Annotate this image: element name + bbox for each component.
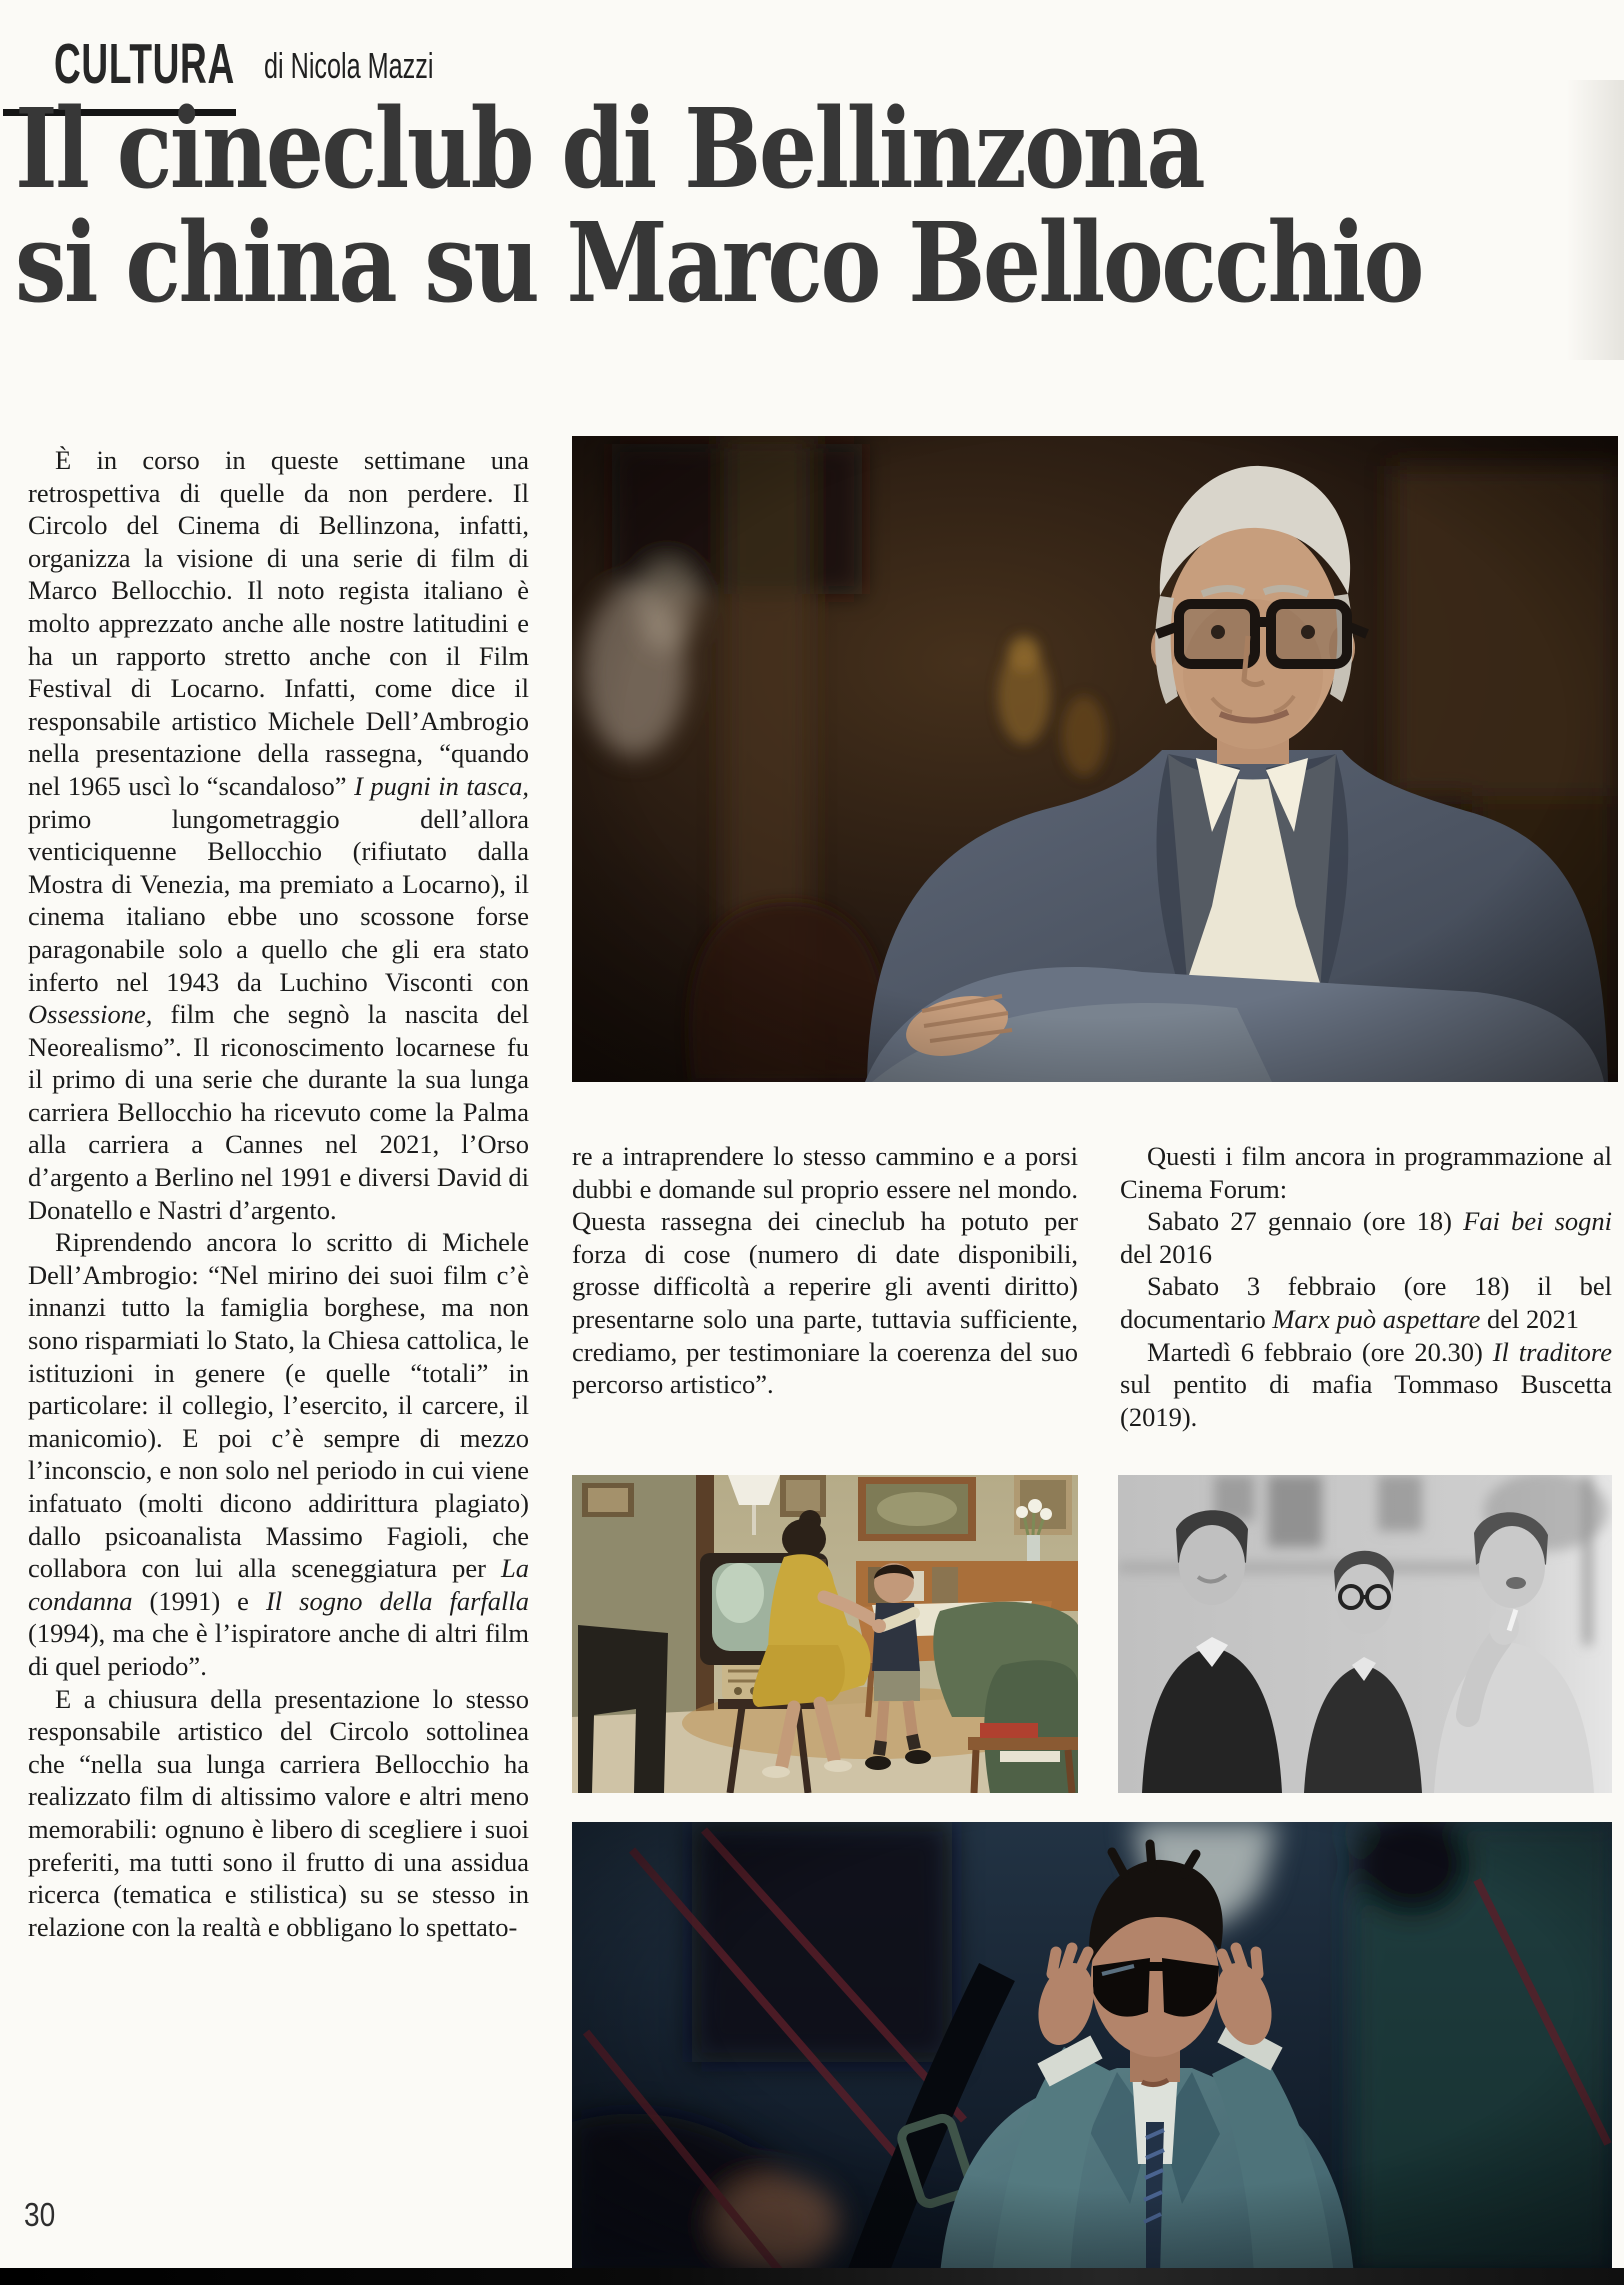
article-paragraph [28,1226,529,1682]
article-headline [15,84,1422,327]
italic-text-segment: Il traditore [1492,1336,1612,1367]
text-segment: film che segnò la nascita del Neorealismo”. Il riconoscimento locarnese fu il primo di una serie che durante la sua lunga carriera Bellocchio ha ricevuto come la Palma alla carriera a Cannes nel 2021, l’Orso d’argento a Berlino nel 1991 e diversi David di Donatello e Nastri d’argento. [28,999,529,1225]
bw-photo-illustration [1118,1475,1612,1793]
text-segment: Riprendendo ancora lo scritto di Michele Dell’Ambrogio: “Nel mirino dei suoi film c’è innanzi tutto la famiglia borghese, ma non sono risparmiati lo Stato, la Chiesa cattolica, le istituzioni in genere (e quelle “totali” in particolare: il collegio, l’esercito, il carcere, il manicomio). E poi c’è sempre di mezzo l’inconscio, e non solo nel periodo in cui viene infatuato (molti dicono addirittura plagiato) dallo psicoanalista Massimo Fagioli, che collabora con lui alla sceneggiatura per [28,1227,529,1584]
photo-film-still-living-room [572,1475,1078,1793]
text-segment: Sabato 3 febbraio (ore 18) il bel documentario [1120,1271,1612,1334]
text-segment: Martedì 6 febbraio (ore 20.30) [1147,1336,1493,1367]
photo-three-men-bw [1118,1475,1612,1793]
text-segment: del 2021 [1480,1303,1579,1334]
scan-edge-bar [0,2268,1624,2285]
article-column-2 [572,1140,1078,1401]
byline: di Nicola Mazzi [264,45,434,86]
article-paragraph [28,1683,529,1944]
text-segment: (1991) e [132,1585,266,1616]
headline-line-1: Il cineclub di Bellinzona [15,84,1204,213]
text-segment: sul pentito di mafia Tommaso Buscetta (2019). [1120,1369,1612,1432]
text-segment: E a chiusura della presentazione lo stesso responsabile artistico del Circolo sottolinea che “nella sua lunga carriera Bellocchio ha realizzato film di altissimo valore e altri meno memorabili: ognuno è libero di scegliere i suoi preferiti, ma tutti sono il frutto di una assidua ricerca (tematica e stilistica) su se stesso in relazione con la realtà e obbligano lo spettato- [28,1683,529,1942]
italic-text-segment: Ossessione, [28,999,153,1030]
photo-il-traditore-still [572,1822,1612,2275]
text-segment: Sabato 27 gennaio (ore 18) [1147,1206,1464,1237]
scan-shadow-edge [1566,80,1624,360]
article-paragraph [1120,1140,1612,1205]
bellocchio-portrait-illustration [572,436,1618,1082]
article-paragraph [28,444,529,1226]
section-label: CULTURA [54,32,235,96]
italic-text-segment: Il sogno della farfalla [265,1585,529,1616]
text-segment: (1994), ma che è l’ispiratore anche di altri film di quel periodo”. [28,1618,529,1681]
traditore-illustration [572,1822,1612,2275]
text-segment: È in corso in queste settimane una retrospettiva di quelle da non perdere. Il Circolo del Cinema di Bellinzona, infatti, organizza la visione di una serie di film di Marco Bellocchio. Il noto regista italiano è molto apprezzato anche alle nostre latitudini e ha un rapporto stretto anche con il Film Festival di Locarno. Infatti, come dice il responsabile artistico Michele Dell’Ambrogio nella presentazione della rassegna, “quando nel 1965 uscì lo “scandaloso” [28,445,529,801]
italic-text-segment: I pugni in tasca, [354,770,529,801]
photo-bellocchio-portrait [572,436,1618,1082]
text-segment: primo lungometraggio dell’allora venticiquenne Bellocchio (rifiutato dalla Mostra di Venezia, ma premiato a Locarno), il cinema italiano ebbe uno scossone forse paragonabile solo a quello che gli era stato inferto nel 1943 da Luchino Visconti con [28,803,529,997]
article-paragraph [572,1140,1078,1401]
italic-text-segment: La condanna [28,1553,529,1616]
article-column-1 [28,444,529,1943]
text-segment: del 2016 [1120,1238,1212,1269]
article-paragraph [1120,1270,1612,1335]
article-paragraph [1120,1205,1612,1270]
text-segment: re a intraprendere lo stesso cammino e a porsi dubbi e domande sul proprio essere nel mondo. Questa rassegna dei cineclub ha potuto per forza di cose (numero di date disponibili, grosse difficoltà a reperire gli aventi diritto) presentarne solo una parte, tuttavia sufficiente, crediamo, per testimoniare la coerenza del suo percorso artistico”. [572,1141,1078,1400]
article-paragraph [1120,1336,1612,1434]
article-column-3 [1120,1140,1612,1433]
film-still-illustration [572,1475,1078,1793]
headline-line-2: si china su Marco Bellocchio [15,198,1422,327]
italic-text-segment: Fai bei sogni [1463,1206,1612,1237]
page-number: 30 [24,2196,56,2233]
italic-text-segment: Marx può aspettare [1272,1303,1481,1334]
text-segment: Questi i film ancora in programmazione al Cinema Forum: [1120,1141,1612,1204]
